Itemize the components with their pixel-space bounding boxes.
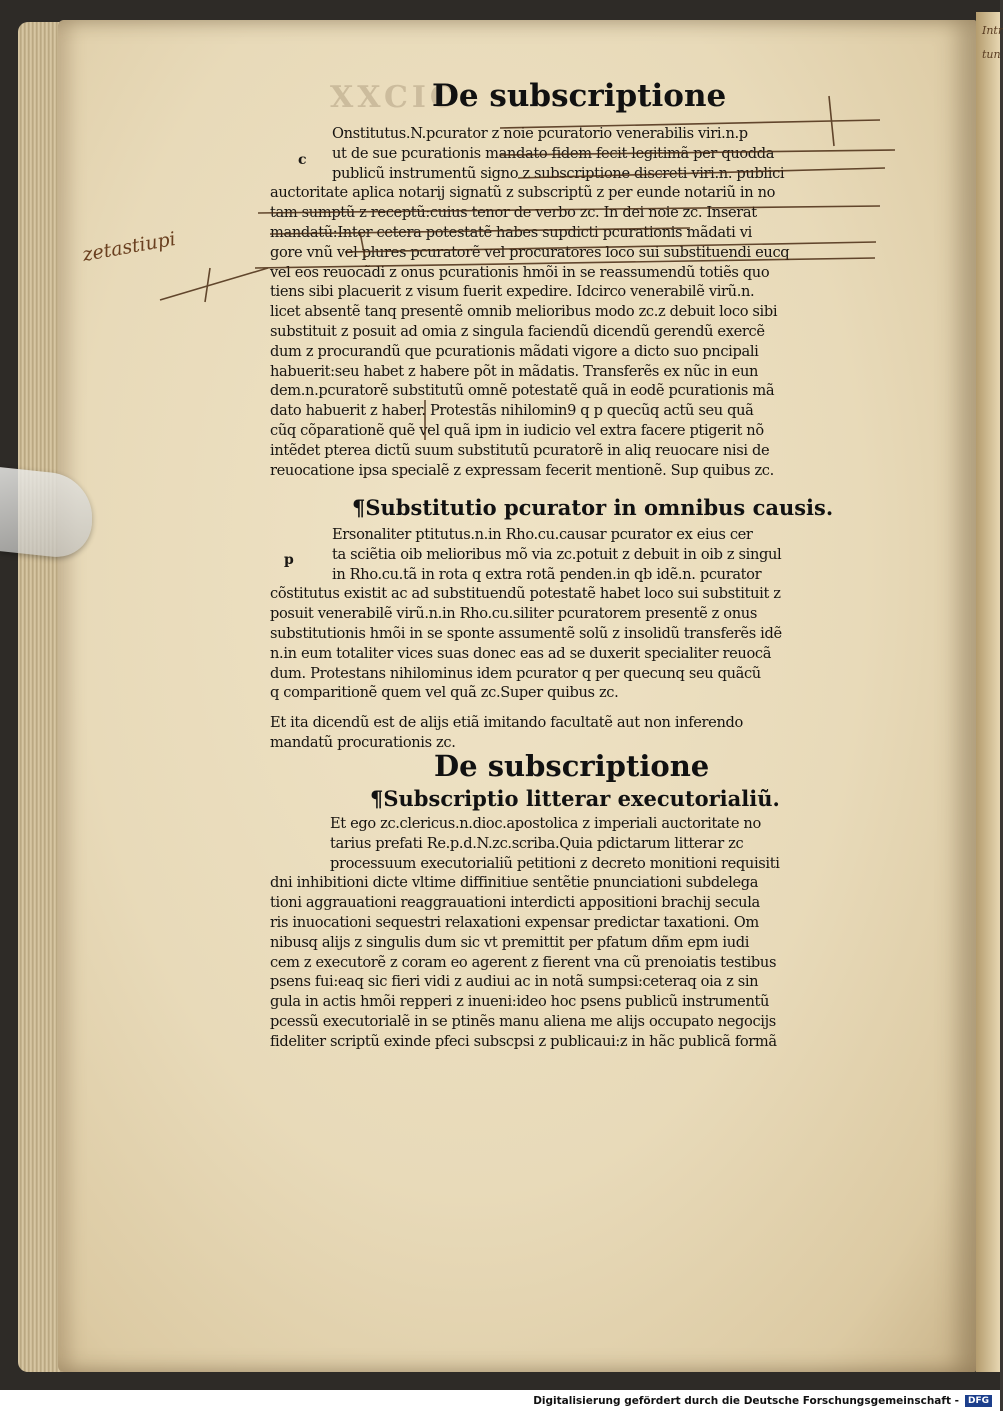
text-line: in Rho.cu.tã in rota q extra rotã penden.in qb idẽ.n. pcurator [332, 565, 762, 583]
text-line: cũq cõparationẽ quẽ vel quã ipm in iudicio vel extra facere ptigerit nõ [270, 421, 764, 439]
rubric-substitutio-text: Substitutio pcurator in omnibus causis. [365, 495, 834, 520]
text-line: Et ita dicendũ est de alijs etiã imitando facultatẽ aut non inferendo [270, 714, 743, 731]
heading-de-subscriptione: De subscriptione [432, 78, 727, 114]
text-line: mandatũ procurationis zc. [270, 733, 456, 751]
marginal-handwritten-note: zetastiupi [80, 227, 178, 267]
ink-line [255, 258, 875, 268]
pilcrow-icon: ¶ [370, 786, 384, 811]
facing-page-mark-1: Intr [982, 24, 1003, 37]
text-line: ta sciẽtia oib melioribus mõ via zc.potuit z debuit in oib z singul [332, 545, 782, 563]
text-line: q comparitionẽ quem vel quã zc.Super quibus zc. [270, 684, 619, 702]
text-line: reuocatione ipsa specialẽ z expressam fecerit mentionẽ. Sup quibus zc. [270, 461, 774, 479]
ink-line [160, 268, 268, 300]
text-line: dem.n.pcuratorẽ substitutũ omnẽ potestatẽ quã in eodẽ pcurationis mã [270, 382, 775, 400]
dfg-logo: DFG [965, 1395, 992, 1407]
text-line: cõstitutus existit ac ad substituendũ potestatẽ habet loco sui substituit z [270, 585, 781, 603]
text-line: dum. Protestans nihilominus idem pcurator q per quecunq seu quãcũ [270, 664, 761, 682]
text-line: Onstitutus.N.pcurator z noie pcuratorio venerabilis viri.n.p [332, 125, 748, 142]
text-line: ris inuocationi sequestri relaxationi expensar predictar taxationi. Om [270, 913, 759, 931]
text-line: publicũ instrumentũ signo z subscriptione discreti viri.n. publici [332, 164, 785, 182]
facing-page-mark-2: tun [982, 48, 1001, 61]
ink-line [258, 206, 880, 213]
ink-line [270, 228, 690, 234]
text-line: dato habuerit z haber. Protestãs nihilomin9 q p quecũq actũ seu quã [270, 402, 754, 420]
text-line: tioni aggrauationi reaggrauationi interdicti appositioni brachij secula [270, 894, 760, 912]
text-line: substitutionis hmõi in se sponte assumentẽ solũ z insolidũ transferẽs idẽ [270, 624, 782, 642]
text-line: fideliter scriptũ exinde pfeci subscpsi z publicaui:z in hãc publicã formã [270, 1032, 777, 1050]
text-line: tarius prefati Re.p.d.N.zc.scriba.Quia pdictarum litterar zc [330, 834, 744, 852]
text-line: gula in actis hmõi repperi z inueni:ideo hoc psens publicũ instrumentũ [270, 993, 770, 1011]
heading-de-subscriptione-2: De subscriptione [434, 749, 710, 783]
text-line: Et ego zc.clericus.n.dioc.apostolica z imperiali auctoritate no [330, 815, 761, 832]
text-line: tam sumptũ z receptũ:cuius tenor de verbo zc. In dei noie zc. Inserat [270, 204, 757, 222]
ink-line [518, 168, 885, 178]
text-line: tiens sibi placuerit z visum fuerit expedire. Idcirco venerabilẽ virũ.n. [270, 283, 755, 301]
text-line: dni inhibitioni dicte vltime diffinitiue sentẽtie pnunciationi subdelega [270, 874, 759, 892]
text-line: substituit z posuit ad omia z singula faciendũ dicendũ gerendũ exercẽ [270, 322, 765, 340]
text-line: processuum executorialiũ petitioni z decreto monitioni requisiti [330, 854, 780, 872]
text-line: intẽdet pterea dictũ suum substitutũ pcuratorẽ in aliq reuocare nisi de [270, 441, 770, 459]
initial-p: p [284, 552, 294, 568]
text-line: auctoritate aplica notarij signatũ z subscriptũ z per eunde notariũ in no [270, 184, 776, 202]
text-line: gore vnũ vel plures pcuratorẽ vel procuratores loco sui substituendi eucq [270, 243, 790, 261]
pilcrow-icon: ¶ [352, 495, 366, 520]
text-line: habuerit:seu habet z habere põt in mãdatis. Transferẽs ex nũc in eun [270, 362, 759, 380]
rubric-subscriptio-text: Subscriptio litterar executorialiũ. [383, 786, 780, 811]
ink-line [360, 232, 365, 258]
text-line: cem z executorẽ z coram eo agerent z fierent vna cũ prenoiatis testibus [270, 953, 777, 971]
show-through-text: XXCIC [330, 80, 458, 115]
text-line: nibusq alijs z singulis dum sic vt premittit per pfatum dñm epm iudi [270, 933, 750, 951]
text-line: vel eos reuocãdi z onus pcurationis hmõi in se reassumendũ totiẽs quo [270, 263, 770, 281]
footer-bar [0, 1390, 1000, 1411]
text-line: ut de sue pcurationis mandato fidem fecit legitimã per quodda [332, 144, 775, 162]
ink-line [500, 150, 895, 155]
ink-line [500, 120, 880, 128]
text-line: n.in eum totaliter vices suas donec eas ad se duxerit specialiter reuocã [270, 644, 772, 662]
text-line: mandatũ:Inter cetera potestatẽ habes supdicti pcurationis mãdati vi [270, 223, 753, 241]
ink-line [345, 242, 876, 252]
text-line: posuit venerabilẽ virũ.n.in Rho.cu.siliter pcuratorem presentẽ z onus [270, 605, 757, 623]
text-line: dum z procurandũ que pcurationis mãdati vigore a dicto suo pncipali [270, 342, 759, 360]
text-line: licet absentẽ tanq presentẽ omnib melioribus modo zc.z debuit loco sibi [270, 303, 778, 321]
initial-c: c [298, 152, 307, 168]
text-line: psens fui:eaq sic fieri vidi z audiui ac in notã sumpsi:ceteraq oia z sin [270, 973, 759, 991]
text-line: Ersonaliter ptitutus.n.in Rho.cu.causar pcurator ex eius cer [332, 526, 753, 543]
text-line: pcessũ executorialẽ in se ptinẽs manu aliena me alijs occupato negocijs [270, 1012, 776, 1030]
footer-credit: Digitalisierung gefördert durch die Deutsche Forschungsgemeinschaft - [533, 1394, 959, 1407]
